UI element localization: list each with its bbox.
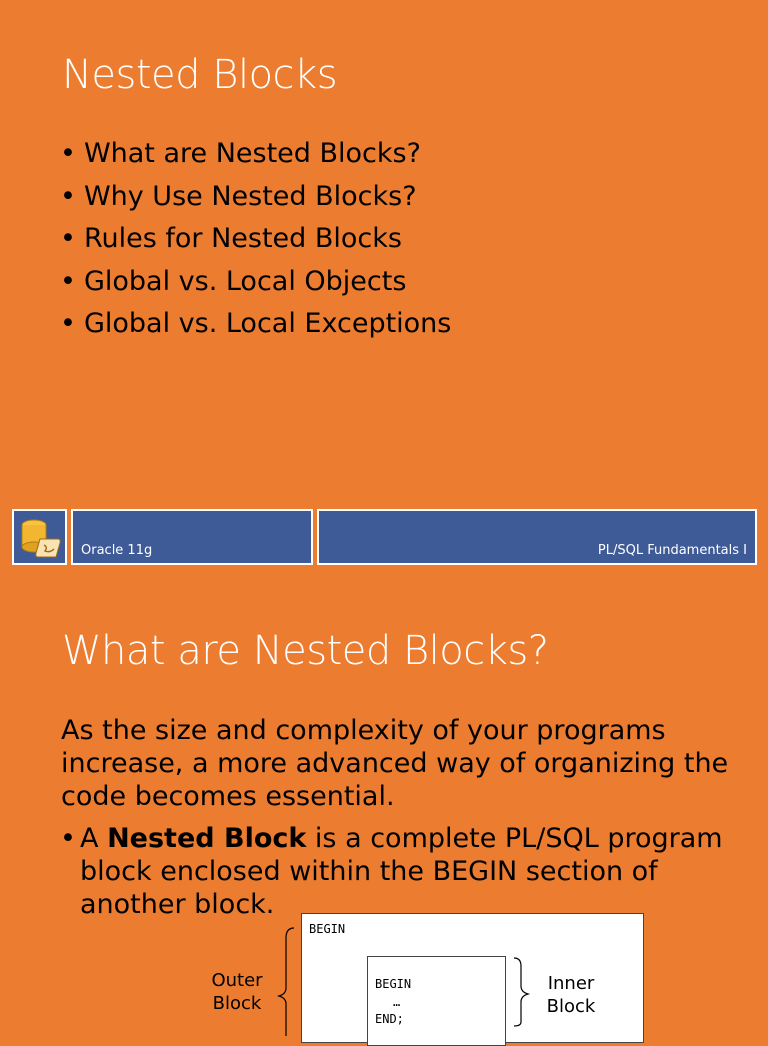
outer-begin-code: BEGIN	[309, 922, 346, 936]
bullet-suffix: is a complete PL/SQL program block enclosed within the BEGIN section of another block.	[80, 823, 723, 920]
inner-label-line-2: Block	[546, 996, 596, 1017]
slide-title: Nested Blocks	[62, 52, 338, 98]
inner-label-line-1: Inner	[547, 973, 595, 994]
footer-right-panel	[317, 509, 757, 565]
bullet-list	[60, 133, 451, 346]
intro-paragraph: As the size and complexity of your programs increase, a more advanced way of organizing the code becomes essential.	[61, 715, 729, 812]
database-scroll-icon	[14, 511, 65, 563]
bullet-item: • Global vs. Local Exceptions	[60, 303, 451, 346]
slide-title: What are Nested Blocks?	[62, 628, 549, 674]
bullet-item: • Why Use Nested Blocks?	[60, 176, 451, 219]
inner-block-label	[540, 972, 602, 1018]
inner-end-code: END;	[375, 1012, 404, 1026]
bullet-item	[60, 822, 750, 921]
bullet-bold-term: Nested Block	[107, 823, 307, 854]
inner-begin-code: BEGIN	[375, 977, 412, 991]
footer-logo	[12, 509, 67, 565]
inner-block-box	[367, 956, 506, 1046]
bullet-item: • What are Nested Blocks?	[60, 133, 451, 176]
bullet-prefix: A	[80, 823, 108, 854]
outer-brace-icon	[276, 926, 296, 1036]
inner-ellipsis-code: …	[393, 995, 401, 1009]
bullet-item: • Rules for Nested Blocks	[60, 218, 451, 261]
outer-label-line-2: Block	[212, 993, 262, 1014]
bullet-dot: •	[60, 823, 76, 854]
footer-left-panel	[71, 509, 313, 565]
footer-module-label: PL/SQL Fundamentals I	[597, 543, 747, 558]
outer-block-label	[206, 969, 268, 1015]
inner-brace-icon	[512, 956, 532, 1028]
bullet-item: • Global vs. Local Objects	[60, 261, 451, 304]
outer-label-line-1: Outer	[211, 970, 263, 991]
footer-course-label: Oracle 11g	[81, 543, 153, 558]
